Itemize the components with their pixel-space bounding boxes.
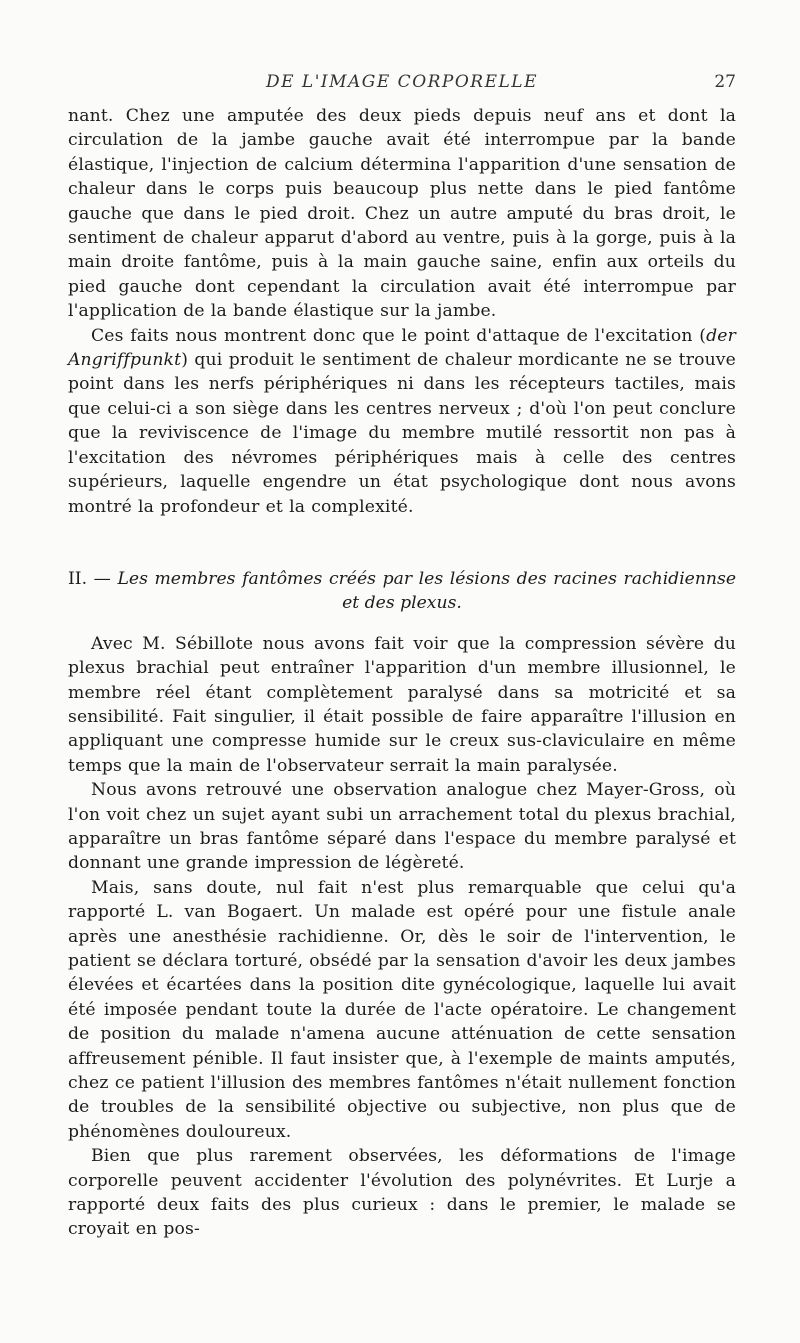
paragraph-van-bogaert: Mais, sans doute, nul fait n'est plus remarquable que celui qu'a rapporté L. van Bogaert. Un malade est opéré pour une fistule anale après une anesthésie rachidienne. Or, dès le soir de l'intervention, le patient se déclara torturé, obsédé par la sensation d'avoir les deux jambes élevées et écartées dans la position dite gynécologique, laquelle lui avait été imposée pendant toute la durée de l'acte opératoire. Le changement de position du malade n'amena aucune atténuation de cette sensation affreusement pénible. Il faut insister que, à l'exemple de maints amputés, chez ce patient l'illusion des membres fantômes n'était nullement fonction de troubles de la sensibilité objective ou subjective, non plus que de phénomènes douloureux. (68, 877, 736, 1142)
section-heading (68, 567, 736, 616)
section-title-line-2: et des plexus. (342, 593, 462, 614)
section-number: II. — (68, 568, 118, 589)
running-title: DE L'IMAGE CORPORELLE (265, 72, 538, 92)
paragraph-excitation-start: Ces faits nous montrent donc que le point d'attaque de l'excitation ( (91, 325, 707, 346)
page-number: 27 (714, 72, 736, 92)
body-text (68, 104, 736, 1242)
paragraph-mayer-gross: Nous avons retrouvé une observation analogue chez Mayer-Gross, où l'on voit chez un sujet ayant subi un arrachement total du plexus brachial, apparaître un bras fantôme séparé dans l'espace du membre paralysé et donnant une grande impression de légèreté. (68, 780, 736, 874)
paragraph-continued: nant. Chez une amputée des deux pieds depuis neuf ans et dont la circulation de la jambe gauche avait été interrompue par la bande élastique, l'injection de calcium détermina l'apparition d'une sensation de chaleur dans le corps puis beaucoup plus nette dans le pied fantôme gauche que dans le pied droit. Chez un autre amputé du bras droit, le sentiment de chaleur apparut d'abord au ventre, puis à la gorge, puis à la main droite fantôme, puis à la main gauche saine, enfin aux orteils du pied gauche dont cependant la circulation avait été interrompue par l'application de la bande élastique sur la jambe. (68, 106, 736, 322)
paragraph-excitation-term: der Angriffpunkt (68, 325, 736, 371)
running-head (68, 72, 736, 96)
paragraph-sebillote: Avec M. Sébillote nous avons fait voir que la compression sévère du plexus brachial peut entraîner l'apparition d'un membre illusionnel, le membre réel étant complètement paralysé dans sa motricité et sa sensibilité. Fait singulier, il était possible de faire apparaître l'illusion en appliquant une compresse humide sur le creux sus-claviculaire en même temps que la main de l'observateur serrait la main paralysée. (68, 633, 736, 776)
paragraph-lurje: Bien que plus rarement observées, les déformations de l'image corporelle peuvent accidenter l'évolution des polynévrites. Et Lurje a rapporté deux faits des plus curieux : dans le premier, le malade se croyait en pos- (68, 1146, 736, 1240)
section-heading-line-2 (68, 591, 736, 615)
paragraph-excitation (68, 324, 736, 519)
paragraph-excitation-end: ) qui produit le sentiment de chaleur mordicante ne se trouve point dans les nerfs périphériques ni dans les récepteurs tactiles, mais que celui-ci a son siège dans les centres nerveux ; d'où l'on peut conclure que la reviviscence de l'image du membre mutilé ressortit non pas à l'excitation des névromes périphériques mais à celle des centres supérieurs, laquelle engendre un état psychologique dont nous avons montré la profondeur et la complexité. (68, 350, 736, 517)
section-heading-line-1 (68, 567, 736, 591)
section-title-line-1: Les membres fantômes créés par les lésions des racines rachidiennse (117, 568, 736, 589)
